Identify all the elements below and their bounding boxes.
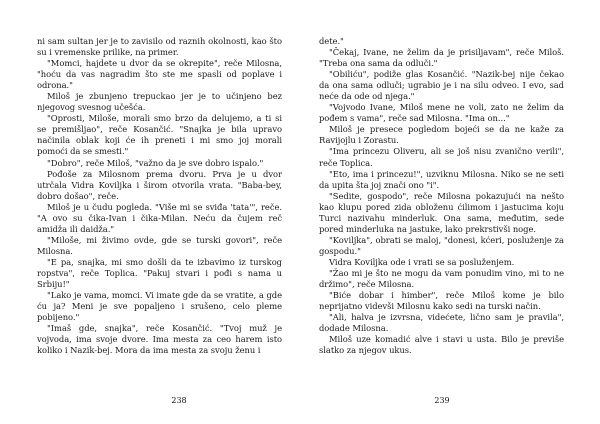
paragraph: Miloš je zbunjeno trepuckao jer je to učinjeno bez njegovog svesnog učešća. <box>37 91 282 113</box>
left-page-text <box>37 36 282 356</box>
paragraph: "Miloše, mi živimo ovde, gde se turski govori", reče Milosna. <box>37 234 282 256</box>
paragraph: dete." <box>319 36 344 46</box>
left-page-number: 238 <box>171 396 187 405</box>
paragraph: Miloš je u čudu pogleda. "Više mi se sviđa 'tata'", reče. "A ovo su čika-Ivan i čika-Milan. Neću da čujem reč amidža ili daidža." <box>37 201 282 234</box>
paragraph: "Ali, halva je izvrsna, videćete, lično sam je pravila", dodade Milosna. <box>319 312 564 334</box>
paragraph: "Eto, ima i princezu!", uzviknu Milosna. Niko se ne seti da upita šta joj znači ono "i". <box>319 168 564 190</box>
paragraph: "Momci, hajdete u dvor da se okrepite", reče Milosna, "hoću da vas nagradim što ste me spasli od poplave i odrona." <box>37 58 282 91</box>
right-page-number: 239 <box>434 396 450 405</box>
right-page-text <box>319 36 564 356</box>
paragraph: "Oprosti, Miloše, morali smo brzo da delujemo, a ti si se premišljao", reče Kosančić. "Snajka je bila upravo načinila oblak koji će ih preneti i mi smo joj morali pomoći da se smesti." <box>37 113 282 157</box>
paragraph: "Sedite, gospodo", reče Milosna pokazujući na nešto kao klupu pored zida obloženu ćilimom i jastucima koju Turci nazivahu minderluk. Ona sama, međutim, sede pored minderluka na jastuke, lako prekrstivši noge. <box>319 190 564 234</box>
paragraph: Pođoše za Milosnom prema dvoru. Prva je u dvor utrčala Vidra Koviljka i širom otvorila vrata. "Baba-bey, dobro došao", reče. <box>37 168 282 201</box>
paragraph: Miloš je presece pogledom bojeći se da ne kaže za Ravijojlu i Zorastu. <box>319 124 564 146</box>
paragraph: "Ima princezu Oliveru, ali se još nisu zvanično verili", reče Toplica. <box>319 146 564 168</box>
paragraph: Miloš uze komadić alve i stavi u usta. Bilo je previše slatko za njegov ukus. <box>319 334 564 356</box>
paragraph: Vidra Kovilјka ode i vrati se sa posluženjem. <box>329 256 515 267</box>
paragraph: "Vojvodo Ivane, Miloš mene ne voli, zato ne želim da pođem s vama", reče sad Milosna. "Ima on..." <box>319 102 564 124</box>
paragraph: "Dobro", reče Miloš, "važno da je sve dobro ispalo." <box>47 157 264 168</box>
paragraph: "E pa, snajka, mi smo došli da te izbavimo iz turskog ropstva", reče Toplica. "Pakuj stvari i pođi s nama u Srbiju!" <box>37 256 282 290</box>
paragraph: "Obiliću", podiže glas Kosančić. "Nazik-bej nije čekao da ona sama odluči; ugrabio je i na silu odveo. I evo, sad neće da ode od njega." <box>319 69 564 102</box>
right-page <box>300 0 600 424</box>
paragraph: "Čekaj, Ivane, ne želim da je prisiljavam", reče Miloš. "Treba ona sama da odluči." <box>319 47 564 69</box>
paragraph: "Žao mi je što ne mogu da vam ponudim vino, mi to ne držimo", reče Milosna. <box>319 267 564 290</box>
paragraph: "Kovilјka", obrati se maloj, "donesi, kćeri, posluženje za gospodu." <box>319 234 564 256</box>
paragraph: "Imaš gde, snajka", reče Kosančić. "Tvoj muž je vojvoda, ima svoje dvore. Ima mesta za ceo harem isto koliko i Nazik-bej. Mora da ima mesta za svoju ženu i <box>37 323 282 356</box>
paragraph: "Lako je vama, momci. Vi imate gde da se vratite, a gde ću ja? Meni je sve popaljeno i srušeno, celo pleme pobijeno." <box>37 290 282 323</box>
paragraph: "Biće dobar i himber", reče Miloš kome je bilo neprijatno videvši Milosnu kako sedi na turski način. <box>319 290 564 312</box>
paragraph: ni sam sultan jer je to zavisilo od raznih okolnosti, kao što su i vremenske prilike, na primer. <box>37 36 282 58</box>
